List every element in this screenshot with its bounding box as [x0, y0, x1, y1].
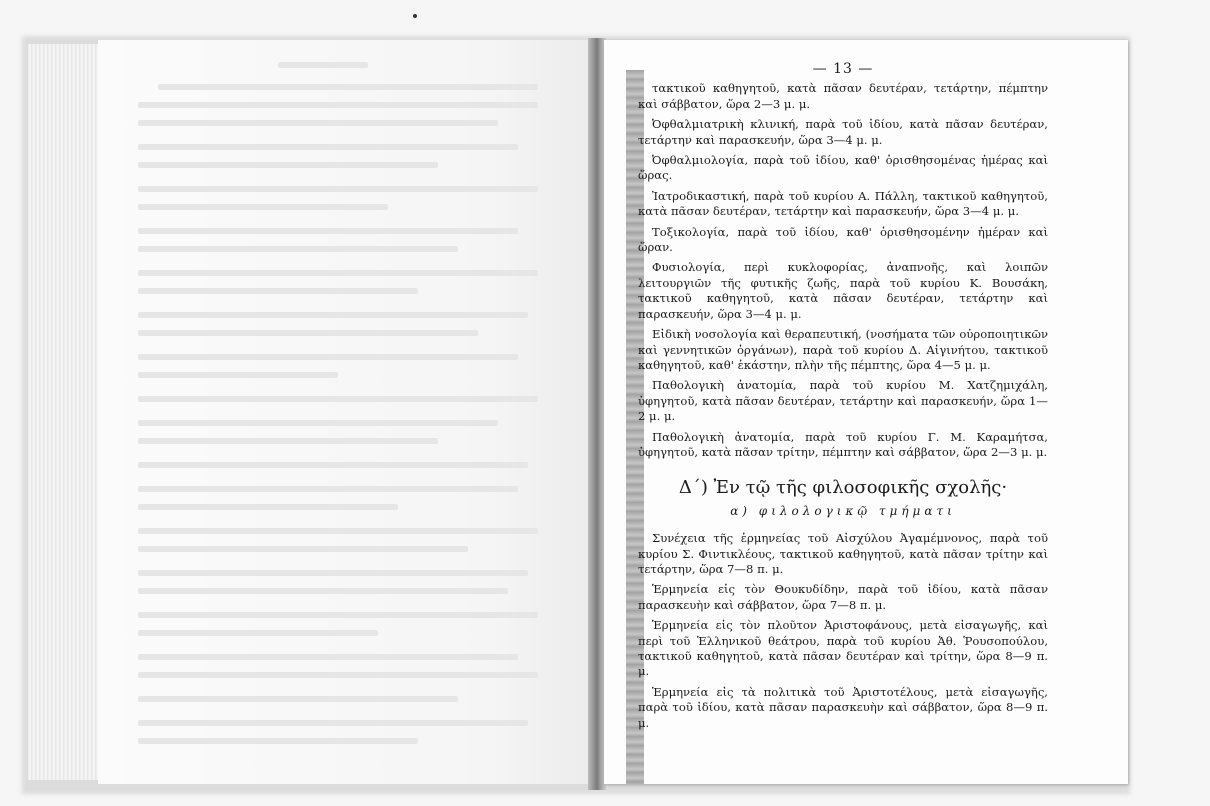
ghost-text-line: [138, 204, 388, 210]
ghost-text-line: [138, 630, 378, 636]
ghost-text-line: [138, 528, 538, 534]
ghost-text-line: [138, 102, 538, 108]
paragraph: Ὀφθαλμιολογία, παρὰ τοῦ ἰδίου, καθ' ὁρισθησομένας ἡμέρας καὶ ὥρας.: [638, 153, 1048, 183]
ghost-text-line: [138, 120, 498, 126]
ghost-text-line: [138, 612, 538, 618]
ghost-text-line: [138, 486, 518, 492]
ghost-text-line: [138, 438, 438, 444]
ghost-text-line: [138, 462, 528, 468]
paragraph: Ἰατροδικαστική, παρὰ τοῦ κυρίου Α. Πάλλη, τακτικοῦ καθηγητοῦ, κατὰ πᾶσαν δευτέραν, τετάρτην καὶ παρασκευήν, ὥρα 3—4 μ. μ.: [638, 188, 1048, 219]
ghost-text-line: [138, 738, 418, 744]
page-text-block: [638, 62, 1048, 736]
ghost-page-number: [278, 62, 368, 68]
paragraph: Συνέχεια τῆς ἑρμηνείας τοῦ Αἰσχύλου Ἀγαμέμνονος, παρὰ τοῦ κυρίου Σ. Φιντικλέους, τακτικοῦ καθηγητοῦ, κατὰ πᾶσαν τρίτην καὶ τετάρτην, ὥρα 7—8 π. μ.: [638, 531, 1048, 576]
section-subheading: α) φιλολογικῷ τμήματι: [730, 503, 956, 518]
ghost-text-line: [138, 288, 418, 294]
ghost-text-line: [138, 144, 518, 150]
ghost-text-line: [138, 162, 438, 168]
ghost-text-line: [138, 246, 458, 252]
paragraph: Εἰδικὴ νοσολογία καὶ θεραπευτική, (νοσήματα τῶν οὐροποιητικῶν καὶ γεννητικῶν ὀργάνων), παρὰ τοῦ κυρίου Δ. Αἰγινήτου, τακτικοῦ καθηγητοῦ, καθ' ἑκάστην, πλὴν τῆς πέμπτης, ὥρα 4—5 μ. μ.: [638, 327, 1048, 372]
ghost-text-line: [138, 330, 478, 336]
ghost-text-line: [138, 654, 518, 660]
paragraph: Ὀφθαλμιατρικὴ κλινική, παρὰ τοῦ ἰδίου, κατὰ πᾶσαν δευτέραν, τετάρτην καὶ παρασκευήν, ὥρα 3—4 μ. μ.: [638, 117, 1048, 147]
paragraph: Ἑρμηνεία εἰς τὸν Θουκυδίδην, παρὰ τοῦ ἰδίου, κατὰ πᾶσαν παρασκευὴν καὶ σάββατον, ὥρα 7—8 π. μ.: [638, 582, 1048, 612]
ghost-text-line: [138, 312, 528, 318]
ghost-text-line: [138, 354, 518, 360]
ghost-text-line: [138, 270, 538, 276]
page-number: — 13 —: [812, 61, 874, 77]
ghost-text-line: [138, 720, 528, 726]
paragraph: Ἑρμηνεία εἰς τὸν πλοῦτον Ἀριστοφάνους, μετὰ εἰσαγωγῆς, καὶ περὶ τοῦ Ἑλληνικοῦ θεάτρου, παρὰ τοῦ κυρίου Ἀθ. Ῥουσοπούλου, τακτικοῦ καθηγητοῦ, κατὰ πᾶσαν δευτέραν καὶ τρίτην, ὥρα 8—9 π. μ.: [638, 618, 1048, 679]
ghost-text-line: [138, 504, 398, 510]
ghost-text-line: [138, 546, 468, 552]
paragraph: Παθολογικὴ ἀνατομία, παρὰ τοῦ κυρίου Γ. Μ. Καραμήτσα, ὑφηγητοῦ, κατὰ πᾶσαν τρίτην, πέμπτην καὶ σάββατον, ὥρα 2—3 μ. μ.: [638, 429, 1048, 459]
page-stack-edges: [28, 44, 100, 780]
ghost-text-line: [138, 372, 338, 378]
paragraph: Φυσιολογία, περὶ κυκλοφορίας, ἀναπνοῆς, καὶ λοιπῶν λειτουργιῶν τῆς φυτικῆς ζωῆς, παρὰ τοῦ κυρίου Κ. Βουσάκη, τακτικοῦ καθηγητοῦ, κατὰ πᾶσαν δευτέραν, τετάρτην καὶ παρασκευήν, ὥρα 3—4 μ. μ.: [638, 260, 1048, 321]
ghost-text-line: [138, 696, 458, 702]
paragraph: Ἑρμηνεία εἰς τὰ πολιτικὰ τοῦ Ἀριστοτέλους, μετὰ εἰσαγωγῆς, παρὰ τοῦ ἰδίου, κατὰ πᾶσαν παρασκευὴν καὶ σάββατον, ὥρα 8—9 π. μ.: [638, 684, 1048, 730]
dust-speck: [413, 14, 417, 18]
left-page-faded: [98, 40, 590, 784]
ghost-text-line: [138, 570, 528, 576]
ghost-text-line: [138, 588, 508, 594]
ghost-text-line: [138, 186, 538, 192]
ghost-text-line: [158, 84, 538, 90]
paragraph: Τοξικολογία, παρὰ τοῦ ἰδίου, καθ' ὁρισθησομένην ἡμέραν καὶ ὥραν.: [638, 224, 1048, 255]
ghost-text-line: [138, 396, 538, 402]
paragraph: τακτικοῦ καθηγητοῦ, κατὰ πᾶσαν δευτέραν, τετάρτην, πέμπτην καὶ σάββατον, ὥρα 2—3 μ. μ.: [638, 81, 1048, 111]
ghost-text-line: [138, 420, 498, 426]
right-page: [604, 40, 1128, 784]
ghost-text-line: [138, 228, 518, 234]
section-heading: Δ΄) Ἐν τῷ τῆς φιλοσοφικῆς σχολῆς·: [678, 477, 1008, 499]
paragraph: Παθολογικὴ ἀνατομία, παρὰ τοῦ κυρίου Μ. Χατζημιχάλη, ὑφηγητοῦ, κατὰ πᾶσαν δευτέραν, τετάρτην καὶ παρασκευήν, ὥρα 1—2 μ. μ.: [638, 378, 1048, 424]
ghost-text-line: [138, 672, 538, 678]
